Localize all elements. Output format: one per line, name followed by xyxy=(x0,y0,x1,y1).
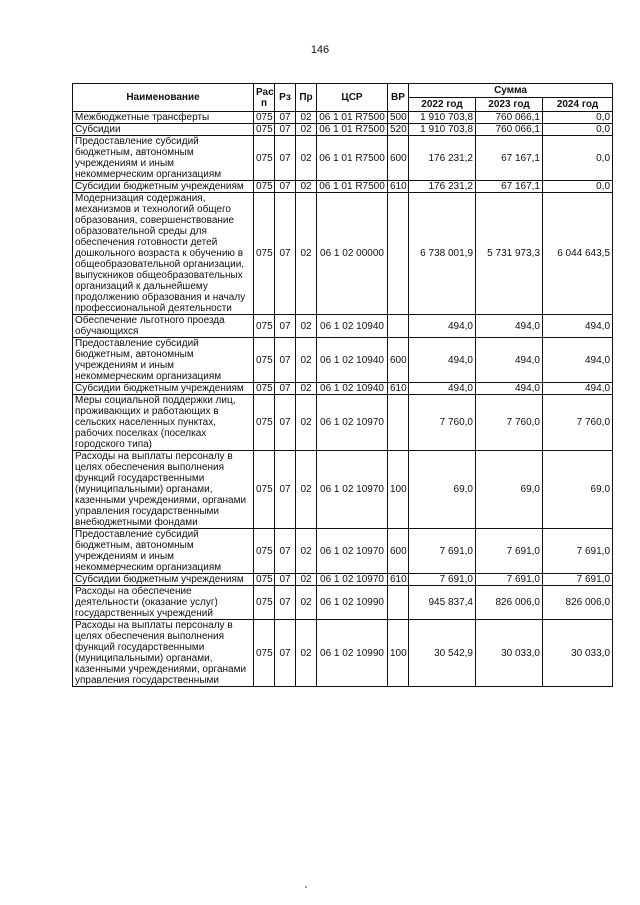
cell-rz: 07 xyxy=(275,451,296,529)
cell-vr: 610 xyxy=(388,383,409,395)
header-csr: ЦСР xyxy=(317,84,388,112)
cell-2024: 69,0 xyxy=(543,451,613,529)
cell-2022: 176 231,2 xyxy=(409,181,476,193)
table-body xyxy=(73,112,613,687)
header-pr: Пр xyxy=(296,84,317,112)
cell-name: Модернизация содержания, механизмов и технологий общего образования, совершенствование образовательной среды для обеспечения готовности детей дошкольного возраста к обучению в общеобразовательной организации, выпускников общеобразовательных организаций к дальнейшему продолжению образования и началу профессиональной деятельности xyxy=(73,193,254,315)
table-row xyxy=(73,181,613,193)
cell-pr: 02 xyxy=(296,124,317,136)
cell-ras: 075 xyxy=(254,112,275,124)
cell-2023: 67 167,1 xyxy=(476,136,543,181)
cell-name: Обеспечение льготного проезда обучающихся xyxy=(73,315,254,338)
cell-2023: 494,0 xyxy=(476,383,543,395)
cell-rz: 07 xyxy=(275,620,296,687)
cell-name: Субсидии бюджетным учреждениям xyxy=(73,383,254,395)
cell-vr xyxy=(388,395,409,451)
cell-pr: 02 xyxy=(296,620,317,687)
table-row xyxy=(73,315,613,338)
table-row xyxy=(73,529,613,574)
cell-vr: 520 xyxy=(388,124,409,136)
cell-pr: 02 xyxy=(296,395,317,451)
cell-2022: 945 837,4 xyxy=(409,586,476,620)
cell-rz: 07 xyxy=(275,315,296,338)
cell-2023: 760 066,1 xyxy=(476,112,543,124)
cell-name: Расходы на выплаты персоналу в целях обеспечения выполнения функций государственными (муниципальными) органами, казенными учреждениями, органами управления государственными xyxy=(73,620,254,687)
cell-name: Предоставление субсидий бюджетным, автономным учреждениям и иным некоммерческим организациям xyxy=(73,529,254,574)
table-row xyxy=(73,586,613,620)
cell-csr: 06 1 02 10970 xyxy=(317,574,388,586)
cell-2023: 69,0 xyxy=(476,451,543,529)
cell-pr: 02 xyxy=(296,193,317,315)
cell-vr xyxy=(388,315,409,338)
cell-2023: 67 167,1 xyxy=(476,181,543,193)
cell-2024: 494,0 xyxy=(543,338,613,383)
cell-csr: 06 1 01 R7500 xyxy=(317,112,388,124)
cell-2022: 494,0 xyxy=(409,383,476,395)
cell-name: Расходы на обеспечение деятельности (оказание услуг) государственных учреждений xyxy=(73,586,254,620)
cell-csr: 06 1 02 10970 xyxy=(317,395,388,451)
cell-csr: 06 1 02 10940 xyxy=(317,315,388,338)
cell-rz: 07 xyxy=(275,181,296,193)
header-name: Наименование xyxy=(73,84,254,112)
cell-ras: 075 xyxy=(254,395,275,451)
cell-csr: 06 1 02 10970 xyxy=(317,529,388,574)
cell-2024: 7 691,0 xyxy=(543,574,613,586)
cell-rz: 07 xyxy=(275,193,296,315)
cell-2023: 7 760,0 xyxy=(476,395,543,451)
cell-pr: 02 xyxy=(296,574,317,586)
header-ras: Рас п xyxy=(254,84,275,112)
cell-2022: 6 738 001,9 xyxy=(409,193,476,315)
scan-dot xyxy=(305,886,307,888)
cell-vr: 600 xyxy=(388,136,409,181)
cell-pr: 02 xyxy=(296,451,317,529)
cell-2022: 7 691,0 xyxy=(409,529,476,574)
cell-2022: 7 760,0 xyxy=(409,395,476,451)
header-rz: Рз xyxy=(275,84,296,112)
cell-rz: 07 xyxy=(275,136,296,181)
table-row xyxy=(73,338,613,383)
cell-name: Субсидии xyxy=(73,124,254,136)
cell-name: Меры социальной поддержки лиц, проживающих и работающих в сельских населенных пунктах, рабочих поселках (поселках городского типа) xyxy=(73,395,254,451)
cell-ras: 075 xyxy=(254,574,275,586)
cell-pr: 02 xyxy=(296,529,317,574)
header-year-2022: 2022 год xyxy=(409,98,476,112)
cell-2024: 494,0 xyxy=(543,315,613,338)
cell-rz: 07 xyxy=(275,383,296,395)
cell-ras: 075 xyxy=(254,529,275,574)
cell-rz: 07 xyxy=(275,338,296,383)
header-sum: Сумма xyxy=(409,84,613,98)
cell-pr: 02 xyxy=(296,315,317,338)
cell-2024: 7 760,0 xyxy=(543,395,613,451)
cell-name: Предоставление субсидий бюджетным, автономным учреждениям и иным некоммерческим организациям xyxy=(73,136,254,181)
cell-ras: 075 xyxy=(254,315,275,338)
cell-rz: 07 xyxy=(275,395,296,451)
cell-ras: 075 xyxy=(254,181,275,193)
cell-2022: 1 910 703,8 xyxy=(409,124,476,136)
cell-name: Межбюджетные трансферты xyxy=(73,112,254,124)
header-vr: ВР xyxy=(388,84,409,112)
cell-pr: 02 xyxy=(296,136,317,181)
cell-rz: 07 xyxy=(275,529,296,574)
cell-2024: 0,0 xyxy=(543,124,613,136)
cell-pr: 02 xyxy=(296,112,317,124)
table-row xyxy=(73,112,613,124)
cell-2024: 0,0 xyxy=(543,136,613,181)
cell-2022: 176 231,2 xyxy=(409,136,476,181)
cell-2022: 7 691,0 xyxy=(409,574,476,586)
cell-csr: 06 1 02 00000 xyxy=(317,193,388,315)
cell-ras: 075 xyxy=(254,383,275,395)
table-row xyxy=(73,383,613,395)
budget-table xyxy=(72,83,613,687)
table-row xyxy=(73,124,613,136)
cell-vr xyxy=(388,193,409,315)
cell-csr: 06 1 02 10940 xyxy=(317,338,388,383)
cell-2024: 7 691,0 xyxy=(543,529,613,574)
cell-ras: 075 xyxy=(254,451,275,529)
cell-ras: 075 xyxy=(254,620,275,687)
cell-vr: 500 xyxy=(388,112,409,124)
table-row xyxy=(73,620,613,687)
cell-2024: 0,0 xyxy=(543,112,613,124)
cell-name: Субсидии бюджетным учреждениям xyxy=(73,181,254,193)
cell-ras: 075 xyxy=(254,586,275,620)
cell-2023: 826 006,0 xyxy=(476,586,543,620)
header-year-2023: 2023 год xyxy=(476,98,543,112)
cell-csr: 06 1 02 10970 xyxy=(317,451,388,529)
cell-pr: 02 xyxy=(296,181,317,193)
cell-2023: 494,0 xyxy=(476,338,543,383)
table-row xyxy=(73,395,613,451)
cell-pr: 02 xyxy=(296,586,317,620)
cell-name: Расходы на выплаты персоналу в целях обеспечения выполнения функций государственными (муниципальными) органами, казенными учреждениями, органами управления государственными внебюджетными фондами xyxy=(73,451,254,529)
cell-csr: 06 1 01 R7500 xyxy=(317,124,388,136)
cell-2024: 0,0 xyxy=(543,181,613,193)
cell-pr: 02 xyxy=(296,338,317,383)
cell-ras: 075 xyxy=(254,338,275,383)
cell-2024: 494,0 xyxy=(543,383,613,395)
cell-2022: 494,0 xyxy=(409,338,476,383)
cell-2023: 30 033,0 xyxy=(476,620,543,687)
cell-2024: 826 006,0 xyxy=(543,586,613,620)
cell-ras: 075 xyxy=(254,124,275,136)
cell-rz: 07 xyxy=(275,586,296,620)
cell-vr: 610 xyxy=(388,181,409,193)
cell-vr xyxy=(388,586,409,620)
cell-vr: 610 xyxy=(388,574,409,586)
cell-vr: 600 xyxy=(388,338,409,383)
cell-2023: 760 066,1 xyxy=(476,124,543,136)
cell-2022: 1 910 703,8 xyxy=(409,112,476,124)
cell-vr: 100 xyxy=(388,620,409,687)
cell-2023: 494,0 xyxy=(476,315,543,338)
table-row xyxy=(73,136,613,181)
cell-rz: 07 xyxy=(275,574,296,586)
cell-rz: 07 xyxy=(275,112,296,124)
cell-2022: 494,0 xyxy=(409,315,476,338)
cell-2023: 5 731 973,3 xyxy=(476,193,543,315)
cell-2024: 6 044 643,5 xyxy=(543,193,613,315)
table-row xyxy=(73,193,613,315)
cell-2023: 7 691,0 xyxy=(476,529,543,574)
table-row xyxy=(73,574,613,586)
cell-2022: 30 542,9 xyxy=(409,620,476,687)
cell-csr: 06 1 01 R7500 xyxy=(317,181,388,193)
cell-2024: 30 033,0 xyxy=(543,620,613,687)
cell-vr: 600 xyxy=(388,529,409,574)
cell-csr: 06 1 02 10990 xyxy=(317,586,388,620)
cell-2022: 69,0 xyxy=(409,451,476,529)
cell-name: Субсидии бюджетным учреждениям xyxy=(73,574,254,586)
cell-name: Предоставление субсидий бюджетным, автономным учреждениям и иным некоммерческим организациям xyxy=(73,338,254,383)
cell-2023: 7 691,0 xyxy=(476,574,543,586)
cell-pr: 02 xyxy=(296,383,317,395)
cell-csr: 06 1 02 10990 xyxy=(317,620,388,687)
table-row xyxy=(73,451,613,529)
header-year-2024: 2024 год xyxy=(543,98,613,112)
page-number: 146 xyxy=(310,44,330,56)
cell-vr: 100 xyxy=(388,451,409,529)
cell-ras: 075 xyxy=(254,193,275,315)
cell-rz: 07 xyxy=(275,124,296,136)
cell-ras: 075 xyxy=(254,136,275,181)
cell-csr: 06 1 01 R7500 xyxy=(317,136,388,181)
cell-csr: 06 1 02 10940 xyxy=(317,383,388,395)
